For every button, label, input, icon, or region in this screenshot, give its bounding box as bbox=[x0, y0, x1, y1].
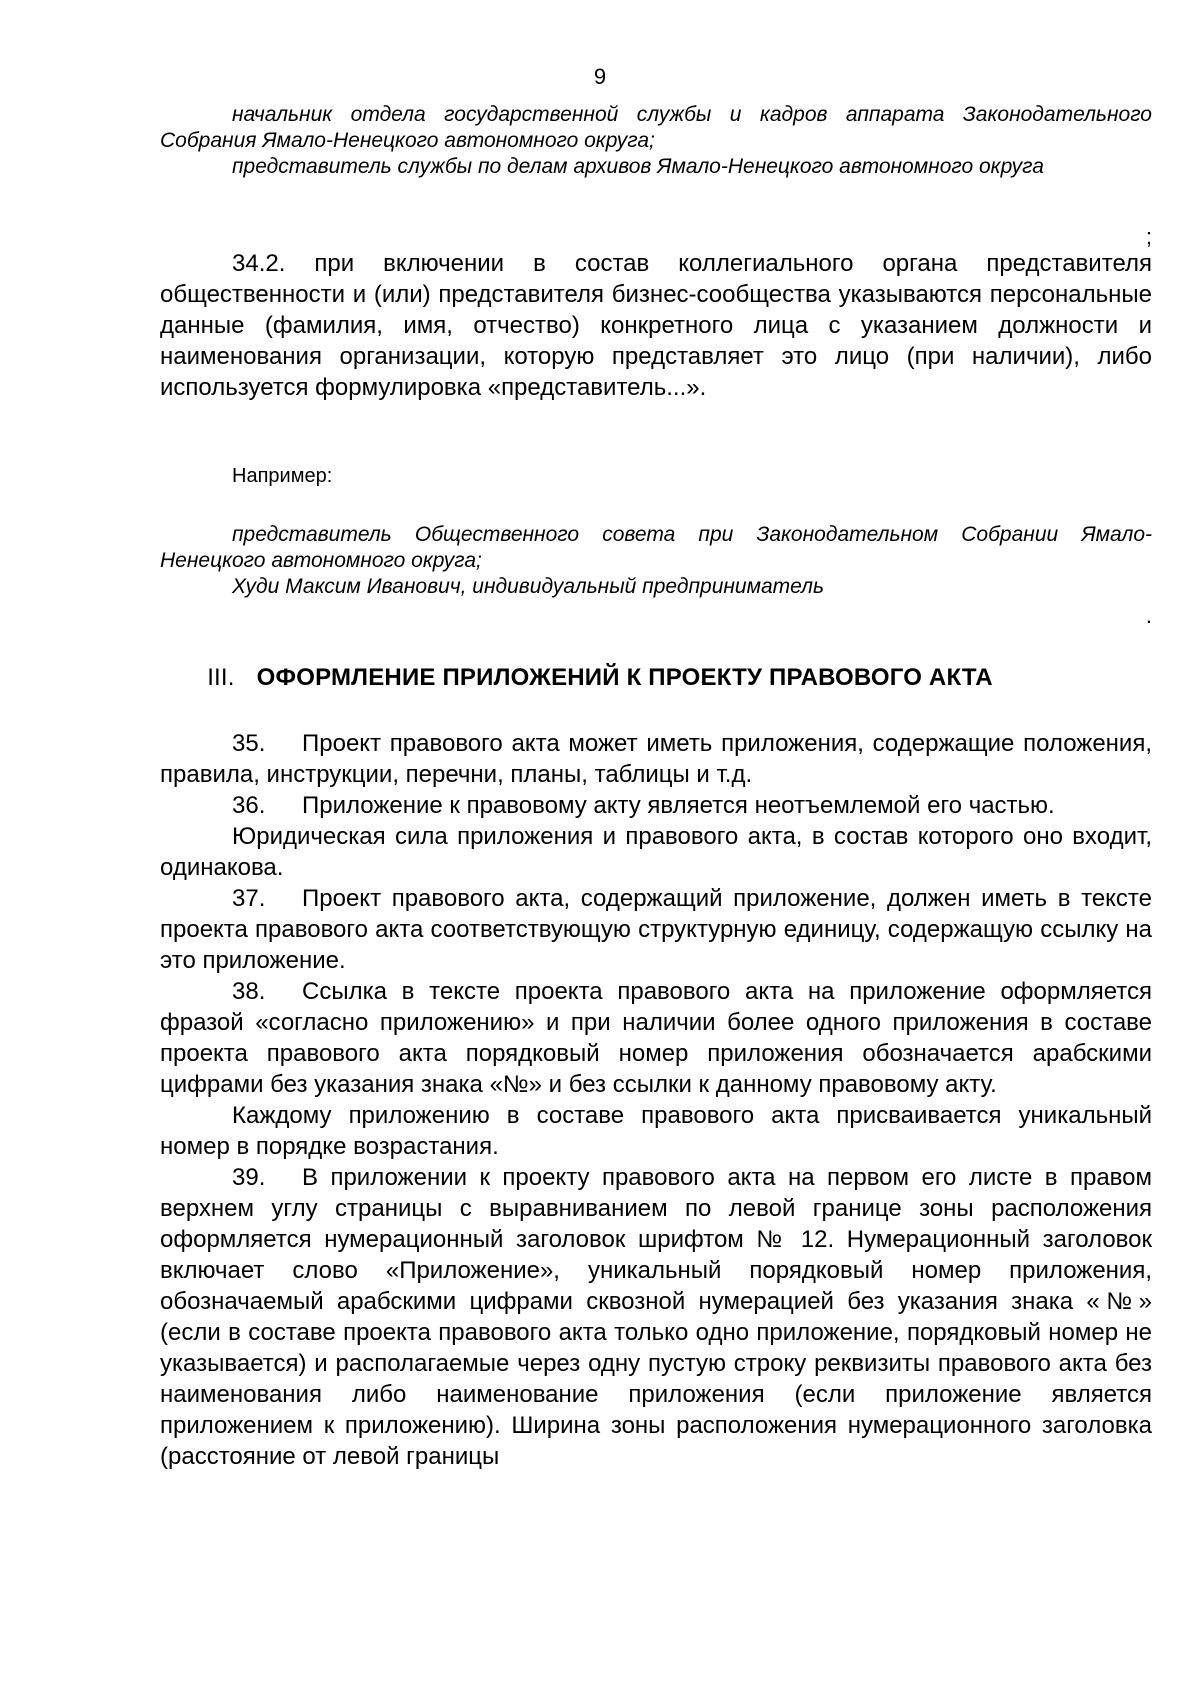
paragraph-38 bbox=[160, 976, 1152, 1100]
intro-italic-block bbox=[160, 102, 1152, 180]
paragraph-text: Каждому приложению в составе правового акта присваивается уникальный номер в порядке возрастания. bbox=[160, 1102, 1152, 1160]
intro-line-1: начальник отдела государственной службы и кадров аппарата Законодательного Собрания Ямало-Ненецкого автономного округа; bbox=[160, 103, 1152, 152]
paragraph-number: 38. bbox=[232, 978, 266, 1005]
paragraph-text: Юридическая сила приложения и правового акта, в состав которого оно входит, одинакова. bbox=[160, 823, 1152, 881]
paragraph-34-2-text: 34.2. при включении в состав коллегиального органа представителя общественности и (или) представителя бизнес-сообщества указываются персональные данные (фамилия, имя, отчество) конкретного лица с указанием должности и наименования организации, которую представляет это лицо (при наличии), либо используется формулировка «представитель...». bbox=[160, 250, 1152, 401]
paragraph-number: 39. bbox=[232, 1164, 266, 1191]
paragraph-36 bbox=[160, 790, 1152, 821]
example-line-2: Худи Максим Иванович, индивидуальный предприниматель bbox=[232, 575, 825, 598]
semicolon-mark: ; bbox=[1145, 224, 1152, 249]
paragraph-38-continued bbox=[160, 1100, 1152, 1162]
example-label: Например: bbox=[232, 465, 333, 487]
paragraph-34-2 bbox=[160, 248, 1152, 403]
paragraph-37 bbox=[160, 883, 1152, 976]
paragraph-36-continued bbox=[160, 821, 1152, 883]
paragraph-text: Проект правового акта может иметь приложения, содержащие положения, правила, инструкции, перечни, планы, таблицы и т.д. bbox=[160, 730, 1152, 788]
example-italic-block bbox=[160, 522, 1152, 600]
section-heading bbox=[0, 664, 1200, 692]
paragraph-number: 37. bbox=[232, 885, 266, 912]
paragraph-text: Приложение к правовому акту является неотъемлемой его частью. bbox=[302, 792, 1055, 819]
page-number: 9 bbox=[593, 64, 607, 89]
paragraph-text: Ссылка в тексте проекта правового акта на приложение оформляется фразой «согласно приложению» и при наличии более одного приложения в составе проекта правового акта порядковый номер приложения обозначается арабскими цифрами без указания знака «№» и без ссылки к данному правовому акту. bbox=[160, 978, 1152, 1098]
paragraph-text: В приложении к проекту правового акта на первом его листе в правом верхнем углу страницы с выравниванием по левой границе зоны расположения оформляется нумерационный заголовок шрифтом № 12. Нумерационный заголовок включает слово «Приложение», уникальный порядковый номер приложения, обозначаемый арабскими цифрами сквозной нумерацией без указания знака «№» (если в составе проекта правового акта только одно приложение, порядковый номер не указывается) и располагаемые через одну пустую строку реквизиты правового акта без наименования либо наименование приложения (если приложение является приложением к приложению). Ширина зоны расположения нумерационного заголовка (расстояние от левой границы bbox=[160, 1164, 1152, 1470]
example-line-1: представитель Общественного совета при Законодательном Собрании Ямало-Ненецкого автономного округа; bbox=[160, 523, 1152, 572]
section-body bbox=[160, 728, 1152, 1472]
paragraph-35 bbox=[160, 728, 1152, 790]
paragraph-number: 35. bbox=[232, 730, 266, 757]
section-number: III. bbox=[207, 664, 235, 691]
period-mark: . bbox=[1145, 603, 1152, 628]
paragraph-text: Проект правового акта, содержащий приложение, должен иметь в тексте проекта правового акта соответствующую структурную единицу, содержащую ссылку на это приложение. bbox=[160, 885, 1152, 974]
paragraph-39 bbox=[160, 1162, 1152, 1472]
intro-line-2: представитель службы по делам архивов Ямало-Ненецкого автономного округа bbox=[232, 155, 1044, 178]
paragraph-number: 36. bbox=[232, 792, 266, 819]
section-title: ОФОРМЛЕНИЕ ПРИЛОЖЕНИЙ К ПРОЕКТУ ПРАВОВОГО АКТА bbox=[256, 664, 993, 691]
